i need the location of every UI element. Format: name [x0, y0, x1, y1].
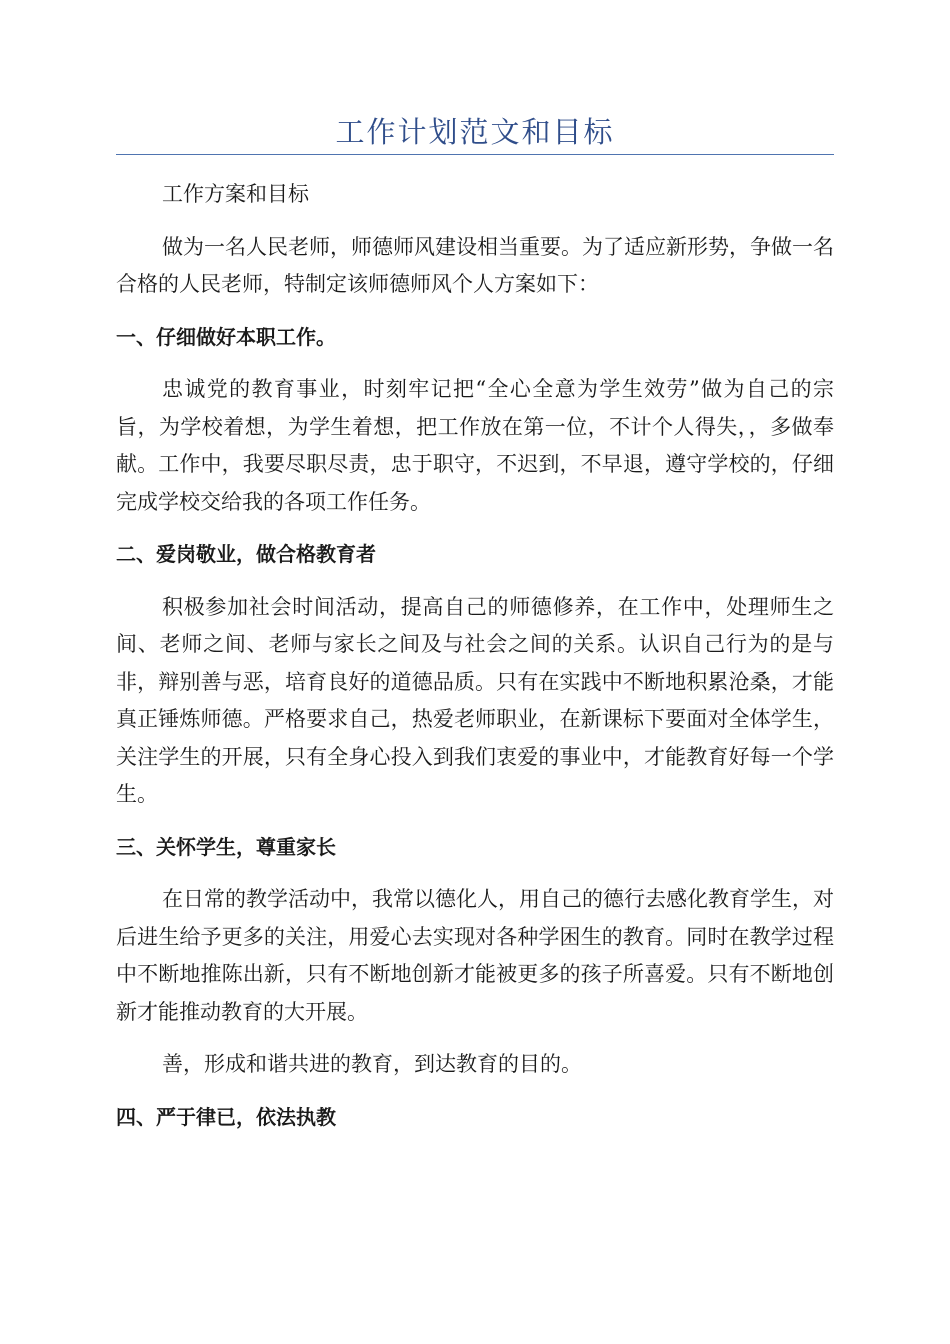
section-heading: 二、爱岗敬业，做合格教育者 [116, 542, 376, 566]
title-underline [116, 154, 834, 155]
section-heading: 一、仔细做好本职工作。 [116, 324, 336, 349]
section-paragraph: 在日常的教学活动中，我常以德化人，用自己的德行去感化教育学生，对后进生给予更多的关注，用爱心去实现对各种学困生的教育。同时在教学过程中不断地推陈出新，只有不断地创新才能被更多的孩子所喜爱。只有不断地创新才能推动教育的大开展。 [116, 887, 834, 1024]
intro-paragraph: 做为一名人民老师，师德师风建设相当重要。为了适应新形势，争做一名合格的人民老师，特制定该师德师风个人方案如下： [116, 234, 834, 296]
section-heading: 四、严于律已，依法执教 [116, 1104, 336, 1129]
document-title: 工作计划范文和目标 [335, 115, 615, 149]
section-paragraph: 善，形成和谐共进的教育，到达教育的目的。 [162, 1052, 582, 1076]
subtitle-paragraph: 工作方案和目标 [162, 182, 309, 206]
section-paragraph: 忠诚党的教育事业，时刻牢记把“全心全意为学生效劳”做为自己的宗旨，为学校着想，为学生着想，把工作放在第一位，不计个人得失，，多做奉献。工作中，我要尽职尽责，忠于职守，不迟到，不早退，遵守学校的，仔细完成学校交给我的各项工作任务。 [116, 377, 834, 514]
section-heading: 三、关怀学生，尊重家长 [116, 834, 336, 859]
section-paragraph: 积极参加社会时间活动，提高自己的师德修养，在工作中，处理师生之间、老师之间、老师与家长之间及与社会之间的关系。认识自己行为的是与非，辩别善与恶，培育良好的道德品质。只有在实践中不断地积累沧桑，才能真正锤炼师德。严格要求自己，热爱老师职业，在新课标下要面对全体学生，关注学生的开展，只有全身心投入到我们衷爱的事业中，才能教育好每一个学生。 [116, 594, 834, 806]
document-body [116, 176, 834, 1151]
